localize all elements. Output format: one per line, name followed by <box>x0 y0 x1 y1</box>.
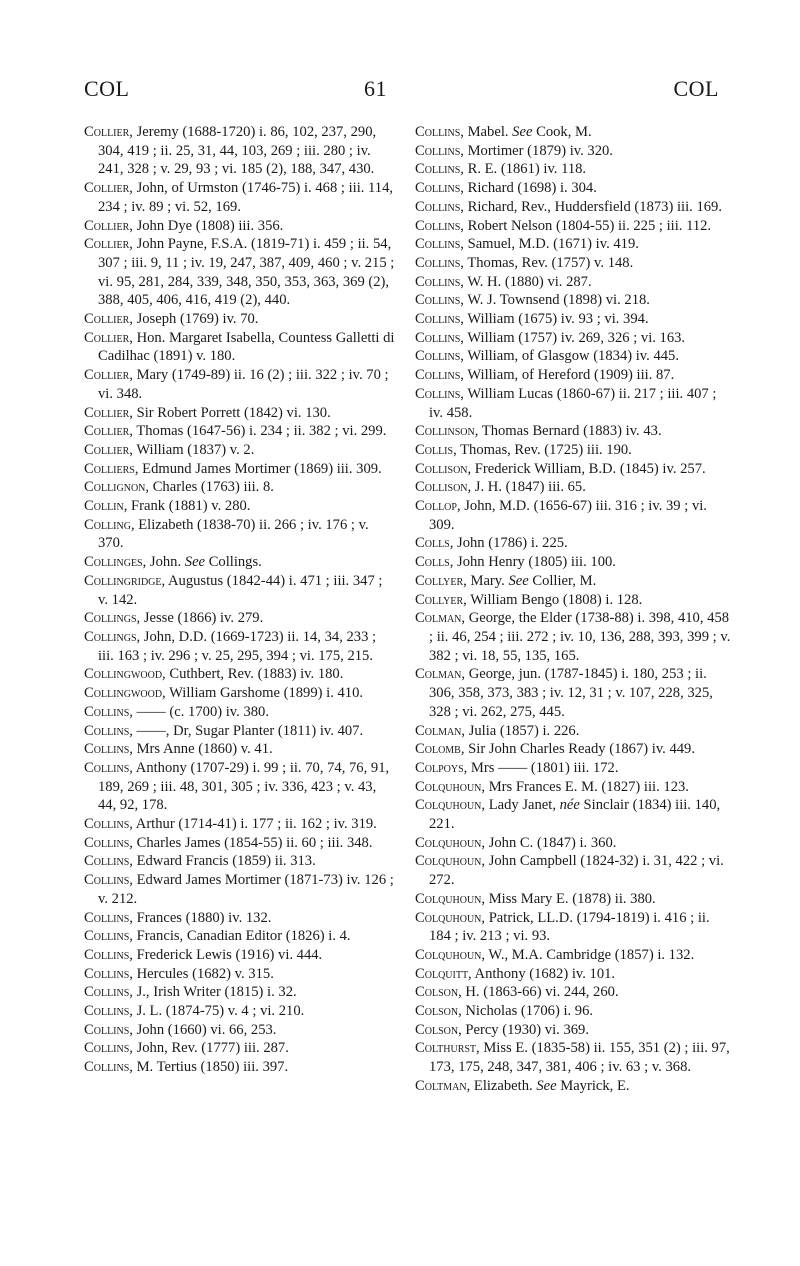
index-entry <box>415 385 733 422</box>
entry-name: Collyer, <box>415 591 467 608</box>
index-entry <box>415 965 733 984</box>
index-entry <box>415 217 733 236</box>
entry-ref-target: Sinclair (1834) iii. 140, 221. <box>429 797 721 833</box>
entry-name: Coltman, <box>415 1077 471 1094</box>
index-entry <box>84 329 395 366</box>
entry-details: Nicholas (1706) i. 96. <box>461 1003 594 1020</box>
index-entry <box>415 572 733 591</box>
entry-name: Collins, <box>415 348 464 365</box>
index-entry <box>84 722 395 741</box>
entry-details: J. H. (1847) iii. 65. <box>471 479 586 496</box>
entry-ref-target: Mayrick, E. <box>556 1077 630 1094</box>
entry-details: R. E. (1861) iv. 118. <box>463 161 587 178</box>
index-entry <box>84 123 395 179</box>
entry-details: George, jun. (1787-1845) i. 180, 253 ; ii. 306, 358, 373, 383 ; iv. 12, 31 ; v. 107, 228, 325, 328 ; vi. 262, 275, 445. <box>429 666 713 720</box>
entry-details: Elizabeth (1838-70) ii. 266 ; iv. 176 ; v. 370. <box>98 516 369 552</box>
index-entry <box>84 235 395 310</box>
index-entry <box>415 366 733 385</box>
entry-details: Frank (1881) v. 280. <box>127 498 251 515</box>
entry-details: John, of Urmston (1746-75) i. 468 ; iii. 114, 234 ; iv. 89 ; vi. 52, 169. <box>98 180 394 215</box>
index-entry <box>415 1039 733 1076</box>
entry-name: Colson, <box>415 1003 462 1020</box>
entry-name: Collin, <box>84 498 128 515</box>
entry-name: Collier, <box>84 217 133 234</box>
entry-name: Colquhoun, <box>415 890 486 907</box>
index-column-right <box>415 123 733 1096</box>
entry-details: Charles James (1854-55) ii. 60 ; iii. 348. <box>132 834 373 851</box>
entry-details: William Garshome (1899) i. 410. <box>165 685 364 702</box>
entry-name: Collier, <box>84 441 133 458</box>
index-entry <box>84 217 395 236</box>
index-entry <box>84 366 395 403</box>
index-entry <box>415 1077 733 1096</box>
entry-details: Robert Nelson (1804-55) ii. 225 ; iii. 112. <box>463 217 712 234</box>
index-entry <box>84 179 395 216</box>
entry-ref-target: Collings. <box>205 554 262 571</box>
entry-details: Charles (1763) iii. 8. <box>149 479 274 496</box>
index-entry <box>415 273 733 292</box>
index-entry <box>415 665 733 721</box>
entry-name: Collins, <box>84 816 133 833</box>
entry-name: Collings, <box>84 628 141 645</box>
entry-details: Miss E. (1835-58) ii. 155, 351 (2) ; iii. 97, 173, 175, 248, 347, 381, 406 ; iv. 63 ; v. 368. <box>429 1040 730 1076</box>
index-entry <box>415 946 733 965</box>
entry-details: Samuel, M.D. (1671) iv. 419. <box>463 236 639 253</box>
entry-name: Collins, <box>84 928 133 945</box>
entry-name: Collins, <box>415 385 464 402</box>
entry-name: Collison, <box>415 479 472 496</box>
index-entry <box>415 834 733 853</box>
header-left-guide: COL <box>84 76 130 101</box>
entry-name: Colson, <box>415 1021 462 1038</box>
entry-details: William, of Hereford (1909) iii. 87. <box>463 367 675 384</box>
index-entry <box>84 478 395 497</box>
entry-details: Percy (1930) vi. 369. <box>461 1021 589 1038</box>
entry-details: Mrs Anne (1860) v. 41. <box>132 741 273 758</box>
index-entry <box>415 142 733 161</box>
index-entry <box>84 572 395 609</box>
entry-name: Colquhoun, <box>415 946 486 963</box>
index-entry <box>415 291 733 310</box>
entry-name: Colson, <box>415 984 462 1001</box>
entry-name: Collins, <box>415 236 464 253</box>
entry-name: Colquhoun, <box>415 778 486 795</box>
entry-details: —— (c. 1700) iv. 380. <box>132 703 269 720</box>
entry-name: Collins, <box>415 367 464 384</box>
entry-details: Augustus (1842-44) i. 471 ; iii. 347 ; v. 142. <box>98 572 383 608</box>
entry-name: Colman, <box>415 610 466 627</box>
index-entry <box>415 852 733 889</box>
entry-name: Collier, <box>84 404 133 421</box>
entry-details: Richard, Rev., Huddersfield (1873) iii. 169. <box>463 198 722 215</box>
entry-name: Collins, <box>415 161 464 178</box>
entry-name: Collins, <box>84 853 133 870</box>
entry-details: Thomas, Rev. (1725) iii. 190. <box>456 441 632 458</box>
entry-details: Patrick, LL.D. (1794-1819) i. 416 ; ii. 184 ; iv. 213 ; vi. 93. <box>429 909 710 945</box>
entry-details: Frances (1880) iv. 132. <box>132 909 272 926</box>
index-entry <box>84 1021 395 1040</box>
entry-name: Collins, <box>84 965 133 982</box>
entry-details: Richard (1698) i. 304. <box>463 180 597 197</box>
index-entry <box>415 347 733 366</box>
entry-details: M. Tertius (1850) iii. 397. <box>132 1059 289 1076</box>
entry-details: H. (1863-66) vi. 244, 260. <box>461 984 619 1001</box>
index-entry <box>415 722 733 741</box>
index-column-left <box>84 123 395 1077</box>
index-entry <box>415 310 733 329</box>
index-entry <box>84 665 395 684</box>
index-entry <box>84 946 395 965</box>
entry-name: Colls, <box>415 535 454 552</box>
index-entry <box>415 123 733 142</box>
index-entry <box>84 1002 395 1021</box>
index-entry <box>415 160 733 179</box>
entry-name: Collignon, <box>84 479 150 496</box>
entry-details: Thomas, Rev. (1757) v. 148. <box>463 254 634 271</box>
index-entry <box>415 460 733 479</box>
entry-name: Colquhoun, <box>415 853 486 870</box>
entry-name: Collier, <box>84 367 133 384</box>
entry-ref-target: Collier, M. <box>528 572 597 589</box>
index-entry <box>84 740 395 759</box>
entry-details: Miss Mary E. (1878) ii. 380. <box>485 890 656 907</box>
entry-details: Sir John Charles Ready (1867) iv. 449. <box>464 741 695 758</box>
entry-name: Collison, <box>415 460 472 477</box>
entry-details: Mabel. <box>463 124 513 140</box>
index-entry <box>415 179 733 198</box>
entry-name: Collins, <box>84 872 133 889</box>
index-entry <box>415 796 733 833</box>
entry-name: Collins, <box>84 1059 133 1076</box>
entry-see-ref: See <box>512 124 533 140</box>
index-entry <box>415 478 733 497</box>
entry-details: Elizabeth. <box>470 1077 537 1094</box>
entry-name: Collins, <box>84 759 133 776</box>
index-entry <box>415 553 733 572</box>
entry-details: Jesse (1866) iv. 279. <box>140 610 264 627</box>
running-header <box>0 76 800 106</box>
entry-name: Collingridge, <box>84 572 166 589</box>
entry-details: Frederick William, B.D. (1845) iv. 257. <box>471 460 706 477</box>
index-entry <box>84 684 395 703</box>
entry-name: Collis, <box>415 441 457 458</box>
entry-details: John (1660) vi. 66, 253. <box>132 1021 277 1038</box>
entry-details: Frederick Lewis (1916) vi. 444. <box>132 946 323 963</box>
index-entry <box>415 890 733 909</box>
entry-see-ref: See <box>508 572 529 589</box>
entry-name: Colquitt, <box>415 965 472 982</box>
entry-details: Anthony (1682) iv. 101. <box>471 965 616 982</box>
entry-name: Colthurst, <box>415 1040 480 1057</box>
entry-name: Collins, <box>415 273 464 290</box>
entry-name: Collop, <box>415 498 461 515</box>
entry-details: William (1837) v. 2. <box>132 441 255 458</box>
entry-name: Collinson, <box>415 423 479 440</box>
index-entry <box>84 1039 395 1058</box>
index-entry <box>84 909 395 928</box>
index-entry <box>415 497 733 534</box>
entry-name: Colman, <box>415 666 466 683</box>
entry-details: Francis, Canadian Editor (1826) i. 4. <box>132 928 351 945</box>
entry-name: Collins, <box>415 124 464 140</box>
entry-details: Lady Janet, <box>485 797 560 814</box>
entry-details: W., M.A. Cambridge (1857) i. 132. <box>485 946 695 963</box>
index-entry <box>84 703 395 722</box>
entry-details: William Lucas (1860-67) ii. 217 ; iii. 407 ; iv. 458. <box>429 385 717 421</box>
entry-name: Collyer, <box>415 572 467 589</box>
entry-name: Collins, <box>84 703 133 720</box>
entry-name: Collins, <box>84 909 133 926</box>
index-entry <box>84 516 395 553</box>
entry-details: Joseph (1769) iv. 70. <box>132 311 259 328</box>
index-entry <box>415 441 733 460</box>
index-entry <box>415 534 733 553</box>
entry-name: Collins, <box>84 946 133 963</box>
index-entry <box>415 909 733 946</box>
entry-details: William (1675) iv. 93 ; vi. 394. <box>463 311 649 328</box>
entry-details: Arthur (1714-41) i. 177 ; ii. 162 ; iv. 319. <box>132 816 377 833</box>
entry-details: John Payne, F.S.A. (1819-71) i. 459 ; ii. 54, 307 ; iii. 9, 11 ; iv. 19, 247, 387, 409, 460 ; v. 215 ; vi. 95, 281, 284, 339, 348, 350, 353, 363, 369 (2), 388, 405, 406, 416, 419 (2), 440. <box>98 236 395 309</box>
entry-details: J., Irish Writer (1815) i. 32. <box>132 984 297 1001</box>
entry-name: Collier, <box>84 329 133 346</box>
entry-name: Collings, <box>84 610 141 627</box>
index-entry <box>415 235 733 254</box>
entry-details: J. L. (1874-75) v. 4 ; vi. 210. <box>132 1003 305 1020</box>
entry-details: John C. (1847) i. 360. <box>485 834 617 851</box>
entry-details: Mary. <box>466 572 509 589</box>
entry-name: Collins, <box>415 142 464 159</box>
index-entry <box>415 591 733 610</box>
entry-name: Collins, <box>84 1021 133 1038</box>
index-entry <box>84 871 395 908</box>
entry-name: Collins, <box>84 1040 133 1057</box>
index-entry <box>84 852 395 871</box>
entry-details: Edward Francis (1859) ii. 313. <box>132 853 316 870</box>
index-entry <box>415 198 733 217</box>
index-entry <box>415 254 733 273</box>
entry-details: Jeremy (1688-1720) i. 86, 102, 237, 290, 304, 419 ; ii. 25, 31, 44, 103, 269 ; iii. 280 ; iv. 241, 328 ; v. 29, 93 ; vi. 185 (2), 188, 347, 430. <box>98 124 377 178</box>
index-entry <box>84 404 395 423</box>
entry-name: Collier, <box>84 180 133 197</box>
index-entry <box>84 1058 395 1077</box>
entry-name: Collins, <box>415 198 464 215</box>
entry-name: Collins, <box>415 292 464 309</box>
index-entry <box>84 422 395 441</box>
entry-name: Colls, <box>415 554 454 571</box>
entry-details: Mrs —— (1801) iii. 172. <box>467 759 619 776</box>
index-entry <box>84 628 395 665</box>
entry-name: Collins, <box>415 254 464 271</box>
entry-name: Collier, <box>84 124 133 140</box>
entry-details: ——, Dr, Sugar Planter (1811) iv. 407. <box>132 722 364 739</box>
entry-details: Edmund James Mortimer (1869) iii. 309. <box>138 460 382 477</box>
entry-details: Anthony (1707-29) i. 99 ; ii. 70, 74, 76, 91, 189, 269 ; iii. 48, 301, 305 ; iv. 336, 423 ; v. 43, 44, 92, 178. <box>98 759 390 814</box>
entry-name: Colliers, <box>84 460 139 477</box>
entry-details: John. <box>146 554 185 571</box>
index-entry <box>415 609 733 665</box>
entry-details: W. J. Townsend (1898) vi. 218. <box>463 292 650 309</box>
entry-details: Edward James Mortimer (1871-73) iv. 126 ; v. 212. <box>98 872 394 907</box>
index-entry <box>415 329 733 348</box>
entry-ref-target: Cook, M. <box>532 124 592 140</box>
entry-see-ref: née <box>559 797 580 814</box>
entry-details: John, M.D. (1656-67) iii. 316 ; iv. 39 ; vi. 309. <box>429 498 707 533</box>
entry-details: John Henry (1805) iii. 100. <box>453 554 616 571</box>
entry-name: Colman, <box>415 722 466 739</box>
entry-details: William Bengo (1808) i. 128. <box>466 591 643 608</box>
entry-name: Collins, <box>84 984 133 1001</box>
index-entry <box>415 740 733 759</box>
index-entry <box>84 983 395 1002</box>
entry-details: Thomas Bernard (1883) iv. 43. <box>478 423 662 440</box>
index-entry <box>84 441 395 460</box>
index-entry <box>415 422 733 441</box>
index-entry <box>84 965 395 984</box>
index-entry <box>84 497 395 516</box>
index-entry <box>84 460 395 479</box>
index-entry <box>415 759 733 778</box>
entry-see-ref: See <box>536 1077 557 1094</box>
index-entry <box>415 983 733 1002</box>
entry-details: William (1757) iv. 269, 326 ; vi. 163. <box>463 329 686 346</box>
entry-name: Collins, <box>84 741 133 758</box>
entry-details: John, D.D. (1669-1723) ii. 14, 34, 233 ; iii. 163 ; iv. 296 ; v. 25, 295, 394 ; vi. 175, 215. <box>98 628 377 664</box>
entry-name: Collier, <box>84 311 133 328</box>
entry-name: Collins, <box>84 1003 133 1020</box>
entry-name: Collins, <box>415 180 464 197</box>
index-entry <box>84 609 395 628</box>
entry-details: W. H. (1880) vi. 287. <box>463 273 592 290</box>
index-entry <box>84 553 395 572</box>
index-entry <box>84 927 395 946</box>
entry-name: Collingwood, <box>84 685 166 702</box>
entry-name: Colling, <box>84 516 135 533</box>
page-number: 61 <box>364 76 387 101</box>
entry-name: Colquhoun, <box>415 797 486 814</box>
index-entry <box>415 778 733 797</box>
entry-see-ref: See <box>184 554 206 571</box>
index-entry <box>84 759 395 815</box>
entry-details: John Dye (1808) iii. 356. <box>132 217 284 234</box>
entry-details: Hercules (1682) v. 315. <box>132 965 274 982</box>
entry-details: Hon. Margaret Isabella, Countess Galletti di Cadilhac (1891) v. 180. <box>98 329 395 365</box>
entry-name: Colomb, <box>415 741 465 758</box>
entry-name: Colpoys, <box>415 759 468 776</box>
entry-details: Julia (1857) i. 226. <box>465 722 580 739</box>
entry-name: Colquhoun, <box>415 834 486 851</box>
entry-details: Mary (1749-89) ii. 16 (2) ; iii. 322 ; iv. 70 ; vi. 348. <box>98 367 389 402</box>
index-entry <box>84 834 395 853</box>
entry-details: William, of Glasgow (1834) iv. 445. <box>463 348 679 365</box>
entry-details: Mortimer (1879) iv. 320. <box>463 142 613 159</box>
entry-details: Sir Robert Porrett (1842) vi. 130. <box>132 404 331 421</box>
index-entry <box>84 815 395 834</box>
entry-details: John Campbell (1824-32) i. 31, 422 ; vi. 272. <box>429 853 724 889</box>
entry-name: Collier, <box>84 236 133 253</box>
header-right-guide: COL <box>673 76 719 101</box>
index-entry <box>415 1021 733 1040</box>
entry-name: Collins, <box>84 722 133 739</box>
entry-name: Colquhoun, <box>415 909 486 926</box>
entry-details: John, Rev. (1777) iii. 287. <box>132 1040 289 1057</box>
entry-name: Collins, <box>415 217 464 234</box>
entry-details: George, the Elder (1738-88) i. 398, 410, 458 ; ii. 46, 254 ; iii. 272 ; iv. 10, 136, 288, 393, 399 ; v. 382 ; vi. 18, 55, 135, 165. <box>429 610 731 664</box>
entry-name: Collingwood, <box>84 666 166 683</box>
entry-name: Collinges, <box>84 554 147 571</box>
index-entry <box>415 1002 733 1021</box>
entry-details: Thomas (1647-56) i. 234 ; ii. 382 ; vi. 299. <box>132 423 387 440</box>
entry-name: Collins, <box>84 834 133 851</box>
entry-name: Collier, <box>84 423 133 440</box>
index-entry <box>84 310 395 329</box>
entry-details: John (1786) i. 225. <box>453 535 568 552</box>
entry-name: Collins, <box>415 311 464 328</box>
entry-details: Mrs Frances E. M. (1827) iii. 123. <box>485 778 689 795</box>
entry-details: Cuthbert, Rev. (1883) iv. 180. <box>165 666 344 683</box>
entry-name: Collins, <box>415 329 464 346</box>
